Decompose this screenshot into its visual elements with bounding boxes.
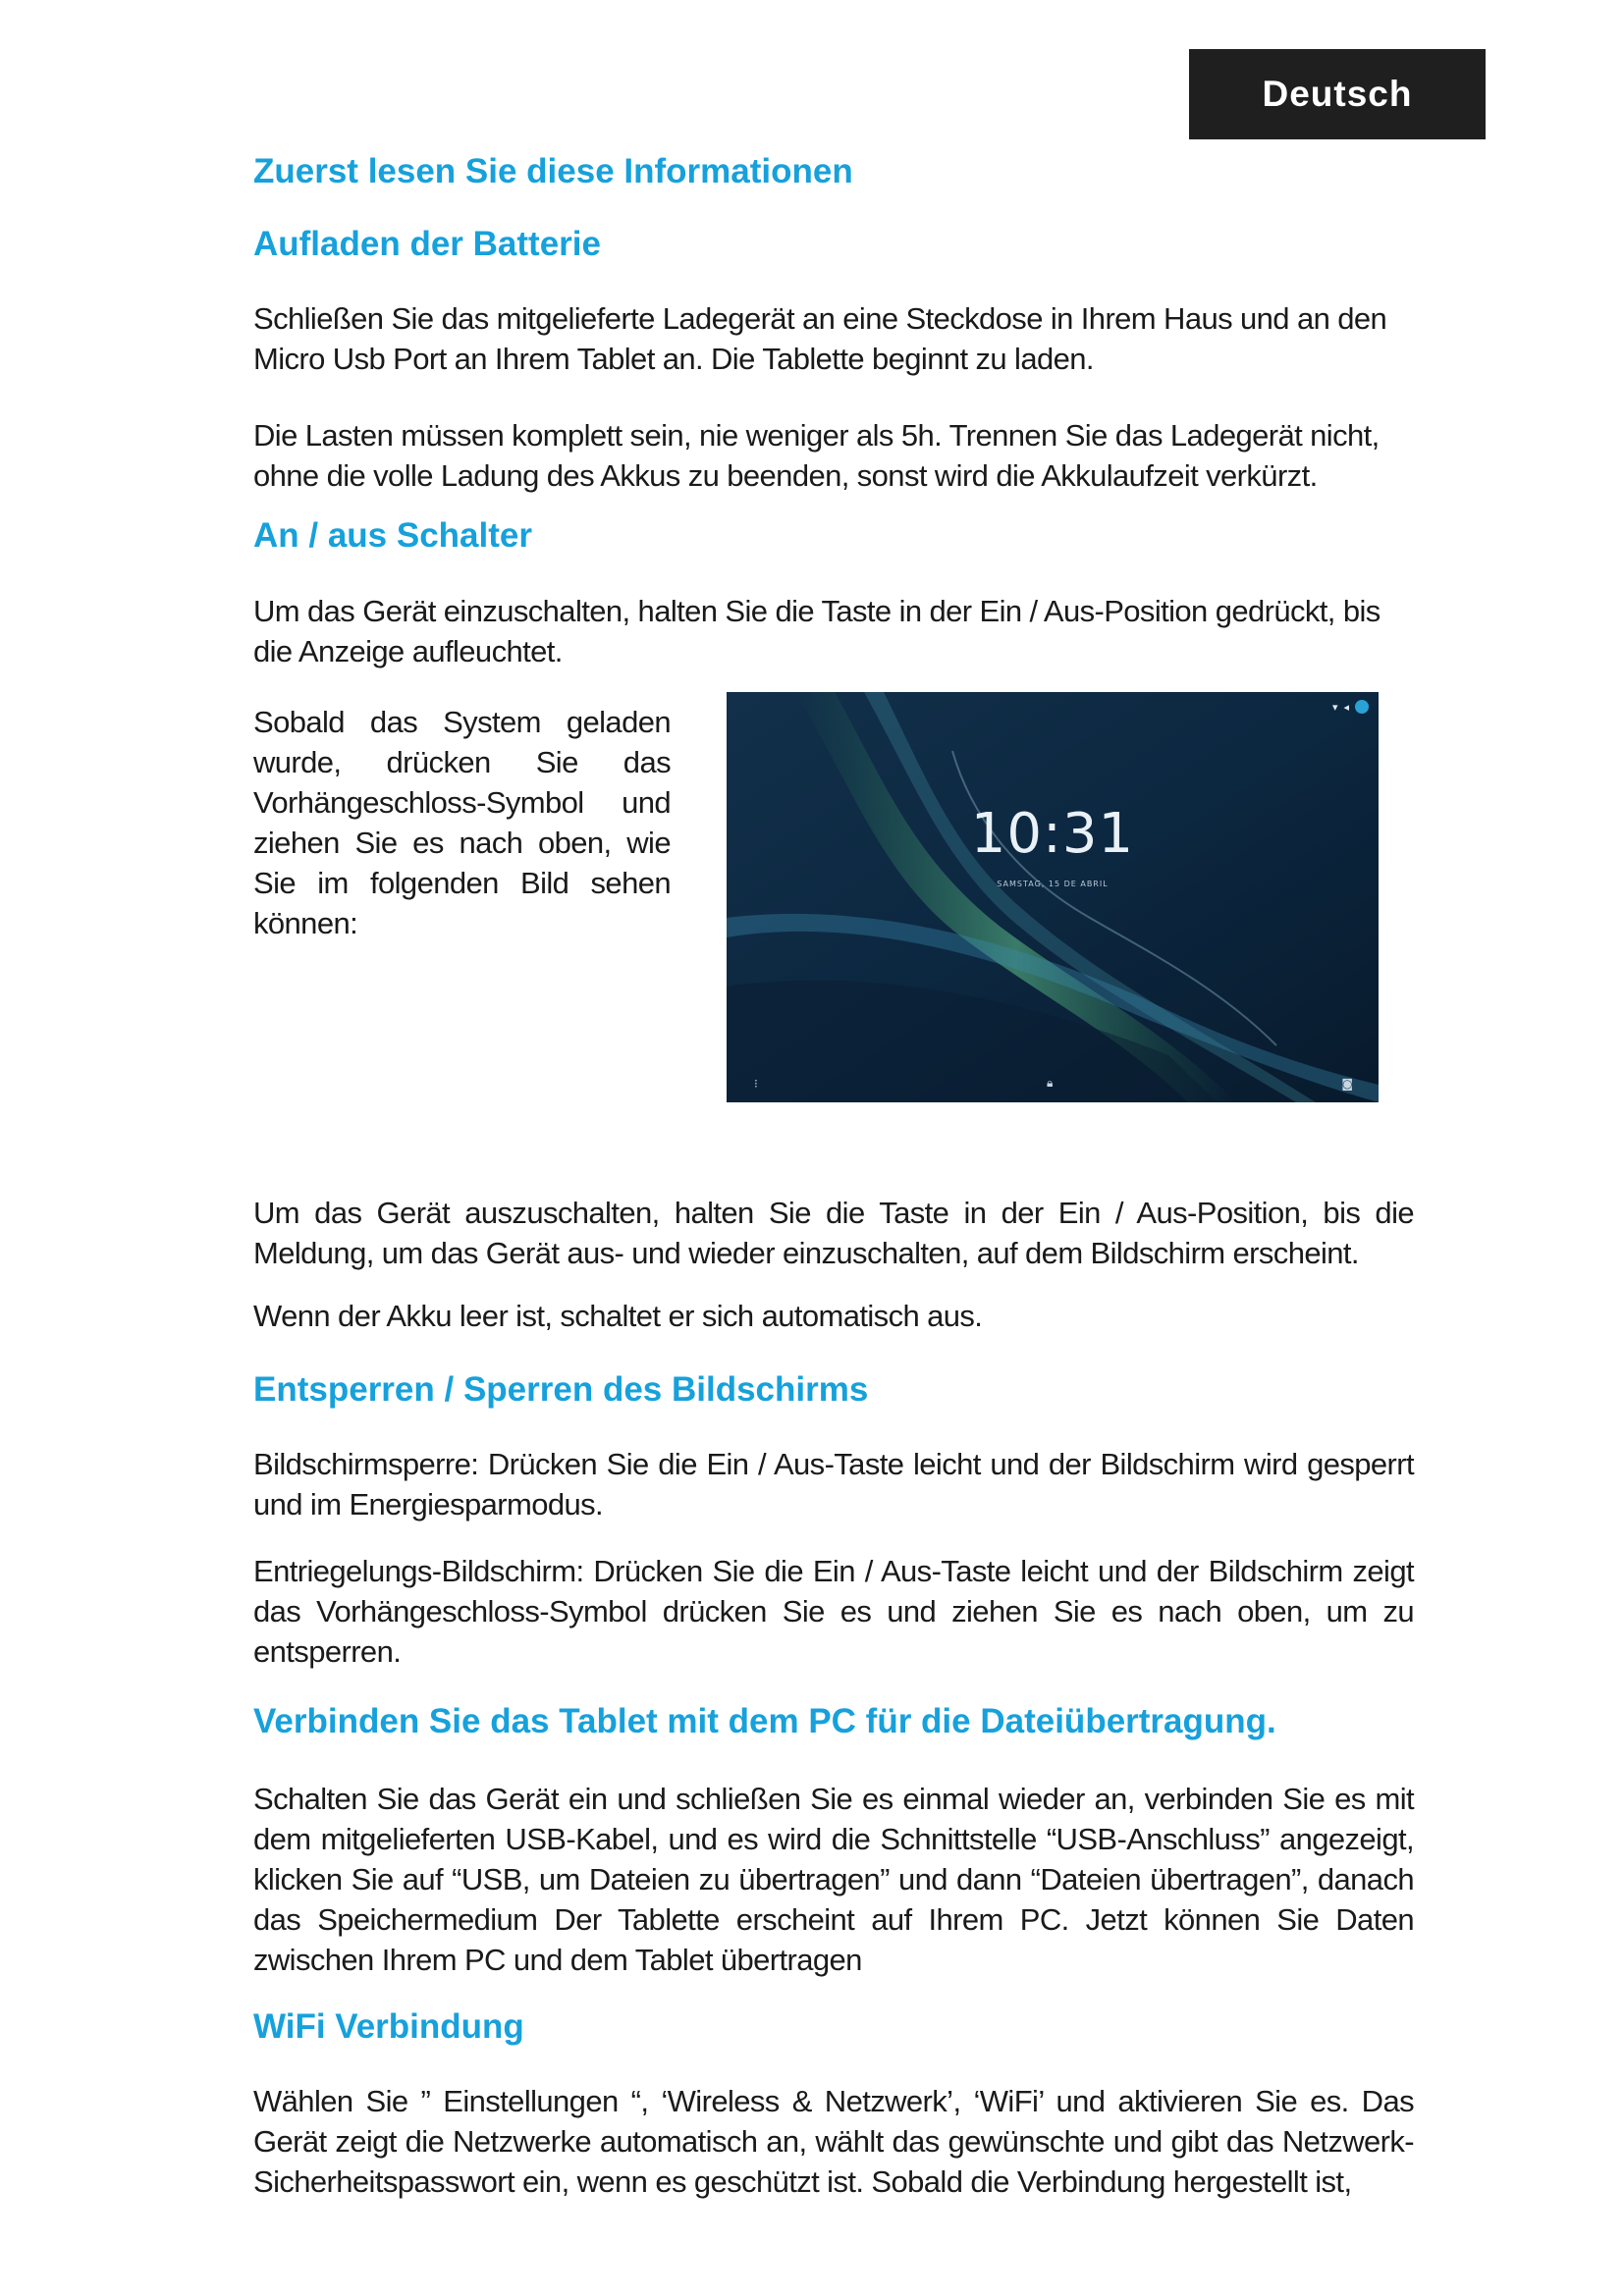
power-paragraph-2: Sobald das System geladen wurde, drücken Sie das Vorhängeschloss-Symbol und ziehen Sie es nach oben, wie Sie im folgenden Bild sehen können:: [253, 705, 671, 940]
battery-paragraph-2: Die Lasten müssen komplett sein, nie weniger als 5h. Trennen Sie das Ladegerät nicht, ohne die volle Ladung des Akkus zu beenden, sonst wird die Akkulaufzeit verkürzt.: [253, 418, 1380, 493]
lockscreen-clock: 10:31: [970, 802, 1135, 866]
lockscreen-wallpaper: [727, 692, 1379, 1102]
wifi-paragraph-1: Wählen Sie ” Einstellungen “, ‘Wireless & Netzwerk’, ‘WiFi’ und aktivieren Sie es. Das Gerät zeigt die Netzwerke automatisch an, wählt das gewünschte und gibt das Netzwerk-Sicherheitspasswort ein, wenn es geschützt ist. Sobald die Verbindung hergestellt ist,: [253, 2084, 1414, 2199]
status-bar: [1332, 700, 1369, 714]
page-title: Zuerst lesen Sie diese Informationen: [253, 152, 853, 190]
account-icon: [1355, 700, 1369, 714]
power-paragraph-4: Wenn der Akku leer ist, schaltet er sich automatisch aus.: [253, 1299, 983, 1333]
heading-wifi: WiFi Verbindung: [253, 2007, 524, 2046]
microphone-icon[interactable]: ⁝: [754, 1077, 758, 1091]
heading-pc: Verbinden Sie das Tablet mit dem PC für die Dateiübertragung.: [253, 1702, 1276, 1740]
language-badge: Deutsch: [1189, 49, 1486, 139]
power-paragraph-1: Um das Gerät einzuschalten, halten Sie die Taste in der Ein / Aus-Position gedrückt, bis die Anzeige aufleuchtet.: [253, 594, 1380, 668]
lock-paragraph-2: Entriegelungs-Bildschirm: Drücken Sie die Ein / Aus-Taste leicht und der Bildschirm zeigt das Vorhängeschloss-Symbol drücken Sie es und ziehen Sie es nach oben, um zu entsperren.: [253, 1554, 1414, 1669]
camera-icon[interactable]: ◙: [1341, 1077, 1353, 1091]
heading-lock: Entsperren / Sperren des Bildschirms: [253, 1370, 869, 1409]
lock-paragraph-1: Bildschirmsperre: Drücken Sie die Ein / Aus-Taste leicht und der Bildschirm wird gesperrt und im Energiesparmodus.: [253, 1447, 1414, 1522]
tablet-lockscreen-image: [727, 692, 1379, 1102]
heading-battery: Aufladen der Batterie: [253, 225, 601, 263]
heading-power: An / aus Schalter: [253, 516, 532, 555]
signal-icon: ▾: [1331, 700, 1338, 714]
lock-icon[interactable]: 🔒︎: [1047, 1076, 1054, 1090]
pc-paragraph-1: Schalten Sie das Gerät ein und schließen Sie es einmal wieder an, verbinden Sie es mit dem mitgelieferten USB-Kabel, und es wird die Schnittstelle “USB-Anschluss” angezeigt, klicken Sie auf “USB, um Dateien zu übertragen” und dann “Dateien übertragen”, danach das Speichermedium Der Tablette erscheint auf Ihrem PC. Jetzt können Sie Daten zwischen Ihrem PC und dem Tablet übertragen: [253, 1782, 1414, 1977]
wifi-icon: ◂: [1343, 700, 1349, 714]
battery-paragraph-1: Schließen Sie das mitgelieferte Ladegerät an eine Steckdose in Ihrem Haus und an den Micro Usb Port an Ihrem Tablet an. Die Tablette beginnt zu laden.: [253, 301, 1387, 376]
power-paragraph-3: Um das Gerät auszuschalten, halten Sie die Taste in der Ein / Aus-Position, bis die Meldung, um das Gerät aus- und wieder einzuschalten, auf dem Bildschirm erscheint.: [253, 1196, 1414, 1270]
lockscreen-date: SAMSTAG, 15 DE ABRIL: [997, 880, 1109, 888]
